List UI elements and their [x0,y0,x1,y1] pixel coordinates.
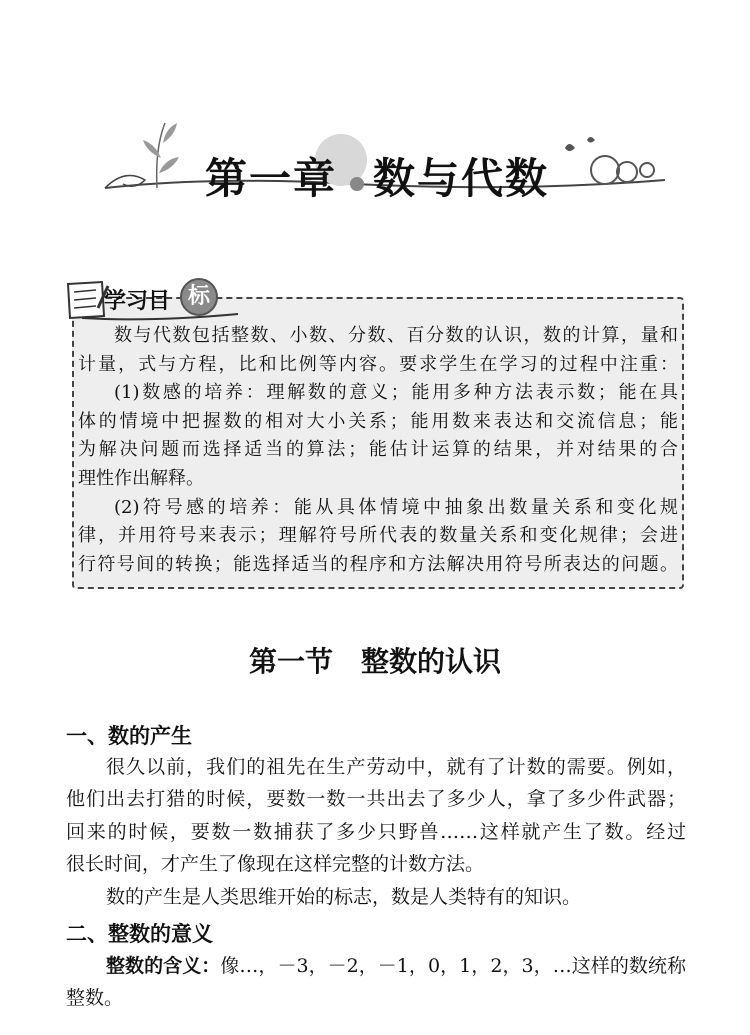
body-line: 数的产生是人类思维开始的标志，数是人类特有的知识。 [106,885,582,908]
definition-term: 整数的含义： [106,955,221,977]
definition-text: 像…，－3，－2，－1，0，1，2，3，…这样的数统称整数。 [66,955,686,1010]
goal-line: 计量，式与方程，比和比例等内容。要求学生在学习的过程中注重： [78,353,678,375]
goal-line: 律，并用符号来表示；理解符号所代表的数量关系和变化规律；会进 [78,525,678,547]
paragraph-number-origin [66,751,686,913]
section-title: 第一节 整数的认识 [248,645,501,678]
goal-line: 行符号间的转换；能选择适当的程序和方法解决用符号所表达的问题。 [78,553,678,575]
learning-goal-text [78,322,678,579]
learning-goal-badge: 标 [180,278,218,316]
heading-number-origin: 一、数的产生 [66,723,192,748]
chapter-title [205,146,549,206]
paragraph-integer-definition [66,950,686,1015]
heading-integer-meaning: 二、整数的意义 [66,921,213,946]
goal-line: 数与代数包括整数、小数、分数、百分数的认识，数的计算，量和 [114,325,678,346]
learning-goal-label: 学习目 [104,289,171,314]
goal-line: 为解决问题而选择适当的算法；能估计运算的结果，并对结果的合 [78,439,678,461]
body-line: 回来的时候，要数一数捕获了多少只野兽……这样就产生了数。经过 [66,820,686,843]
body-line: 他们出去打猎的时候，要数一数一共出去了多少人，拿了多少件武器； [66,788,686,811]
chapter-name: 数与代数 [373,154,550,203]
goal-line: 体的情境中把握数的相对大小关系；能用数来表达和交流信息；能 [78,410,678,432]
chapter-number: 第一章 [205,154,338,203]
goal-line: (1)数感的培养：理解数的意义；能用多种方法表示数；能在具 [114,382,678,404]
goal-line: (2)符号感的培养：能从具体情境中抽象出数量关系和变化规 [114,496,678,518]
body-line: 很长时间，才产生了像现在这样完整的计数方法。 [66,853,485,876]
goal-line: 理性作出解释。 [78,467,204,489]
body-line: 很久以前，我们的祖先在生产劳动中，就有了计数的需要。例如， [106,756,686,778]
